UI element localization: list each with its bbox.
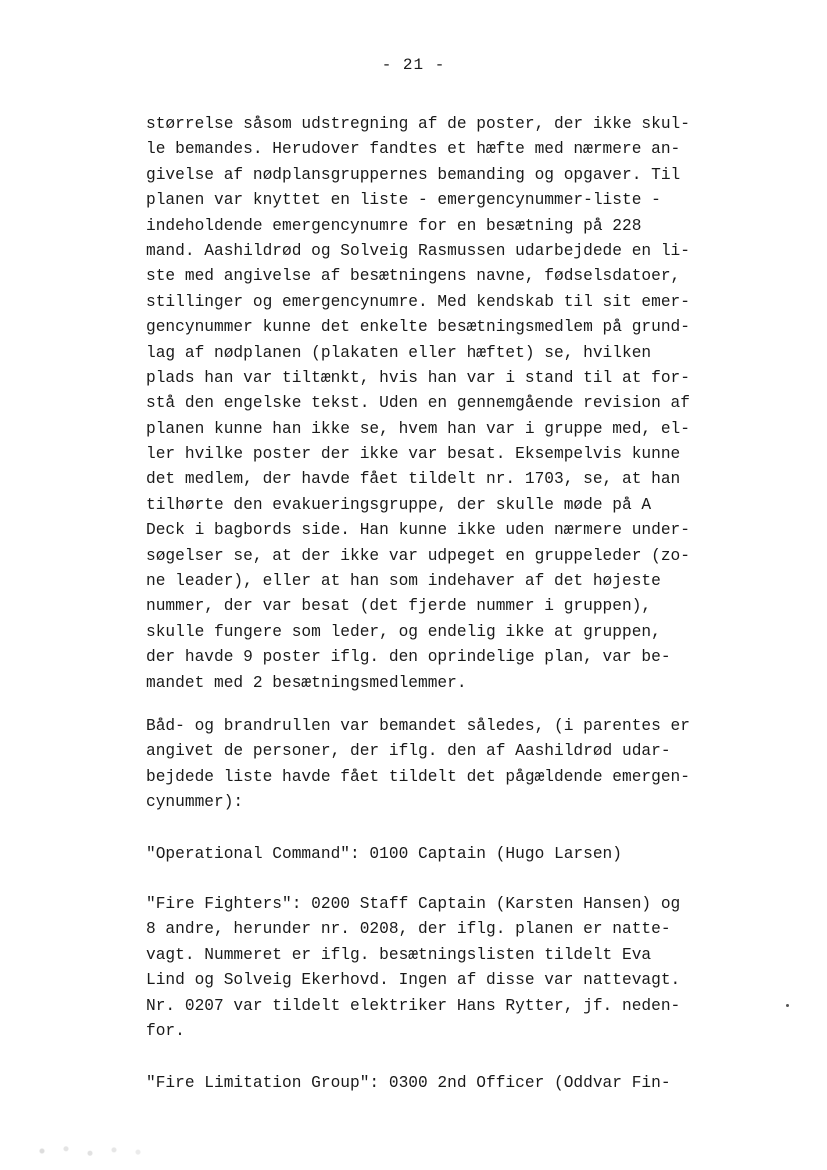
text-line: indeholdende emergencynumre for en besætning på 228 [146, 216, 642, 235]
text-line: angivet de personer, der iflg. den af Aashildrød udar- [146, 742, 671, 761]
text-line: mand. Aashildrød og Solveig Rasmussen udarbejdede en li- [146, 241, 690, 260]
text-line: bejdede liste havde fået tildelt det pågældende emergen- [146, 767, 690, 786]
text-line: nummer, der var besat (det fjerde nummer i gruppen), [146, 597, 652, 616]
paragraph-roster-intro [146, 714, 736, 816]
text-line: Nr. 0207 var tildelt elektriker Hans Rytter, jf. neden- [146, 996, 681, 1015]
text-line: "Fire Fighters": 0200 Staff Captain (Karsten Hansen) og [146, 895, 681, 913]
text-line: ler hvilke poster der ikke var besat. Eksempelvis kunne [146, 445, 681, 464]
paragraph-fire-limitation-group [146, 1071, 736, 1096]
text-line: ste med angivelse af besætningens navne, fødselsdatoer, [146, 267, 681, 286]
text-line: le bemandes. Herudover fandtes et hæfte med nærmere an- [146, 140, 681, 159]
margin-speck [786, 1004, 789, 1007]
text-line: tilhørte den evakueringsgruppe, der skulle møde på A [146, 495, 652, 514]
text-line: planen var knyttet en liste - emergencynummer-liste - [146, 191, 661, 210]
text-line: gencynummer kunne det enkelte besætningsmedlem på grund- [146, 318, 690, 337]
text-line: lag af nødplanen (plakaten eller hæftet) se, hvilken [146, 343, 652, 362]
text-line: planen kunne han ikke se, hvem han var i gruppe med, el- [146, 419, 690, 438]
text-line: "Operational Command": 0100 Captain (Hugo Larsen) [146, 845, 622, 863]
text-line: Deck i bagbords side. Han kunne ikke uden nærmere under- [146, 521, 690, 540]
text-line: mandet med 2 besætningsmedlemmer. [146, 673, 467, 692]
text-line: der havde 9 poster iflg. den oprindelige plan, var be- [146, 648, 671, 667]
paragraph-operational-command [146, 842, 736, 867]
text-line: vagt. Nummeret er iflg. besætningslisten tildelt Eva [146, 945, 652, 964]
text-line: 8 andre, herunder nr. 0208, der iflg. planen er natte- [146, 920, 671, 939]
text-line: for. [146, 1021, 185, 1040]
text-line: størrelse såsom udstregning af de poster, der ikke skul- [146, 115, 690, 133]
text-line: stå den engelske tekst. Uden en gennemgående revision af [146, 394, 690, 413]
page-number: - 21 - [381, 56, 446, 74]
text-line: ne leader), eller at han som indehaver af det højeste [146, 572, 661, 591]
text-line: skulle fungere som leder, og endelig ikke at gruppen, [146, 622, 661, 641]
text-line: søgelser se, at der ikke var udpeget en gruppeleder (zo- [146, 546, 690, 565]
text-line: plads han var tiltænkt, hvis han var i stand til at for- [146, 368, 690, 387]
text-line: cynummer): [146, 793, 244, 812]
text-line: "Fire Limitation Group": 0300 2nd Officer (Oddvar Fin- [146, 1074, 671, 1092]
paragraph-fire-fighters [146, 892, 736, 1044]
text-line: det medlem, der havde fået tildelt nr. 1703, se, at han [146, 470, 681, 489]
text-line: givelse af nødplansgruppernes bemanding og opgaver. Til [146, 165, 681, 184]
text-line: stillinger og emergencynumre. Med kendskab til sit emer- [146, 292, 690, 311]
text-line: Lind og Solveig Ekerhovd. Ingen af disse var nattevagt. [146, 971, 681, 990]
paragraph-procedure-description [146, 112, 736, 696]
scan-smudge [30, 1140, 150, 1162]
text-line: Båd- og brandrullen var bemandet således, (i parentes er [146, 717, 690, 735]
